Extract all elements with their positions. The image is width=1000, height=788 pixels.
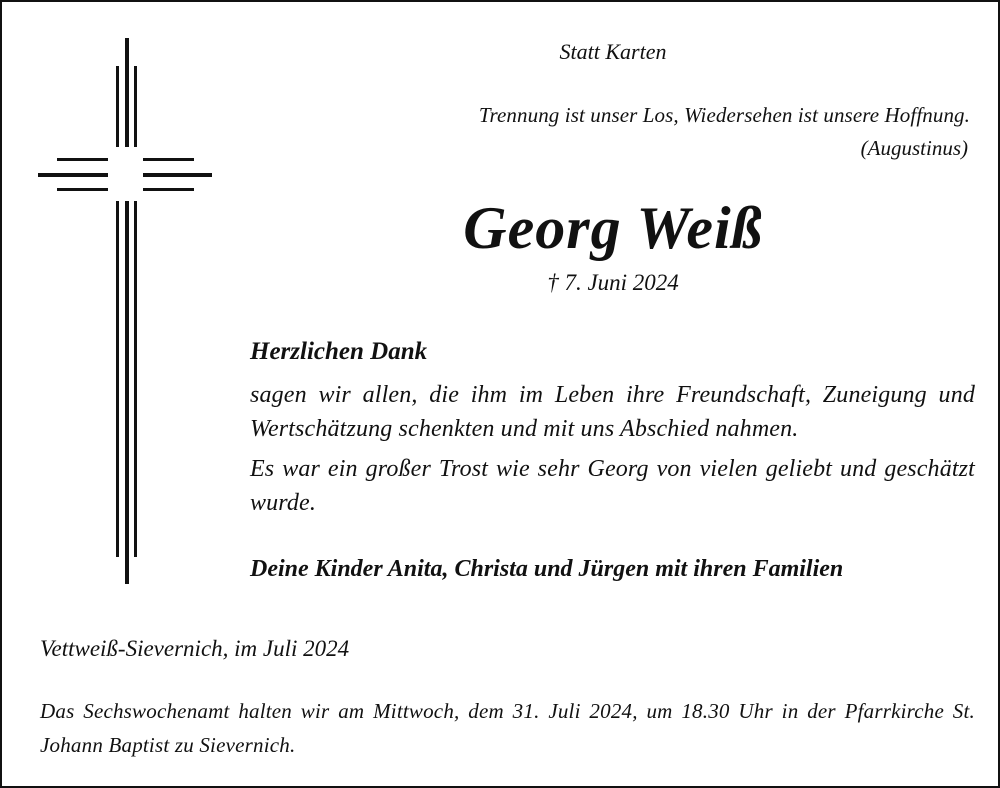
thanks-heading: Herzlichen Dank [250,338,428,365]
quote-source: (Augustinus) [860,136,968,160]
thanks-paragraph-2: Es war ein großer Trost wie sehr Georg von vielen geliebt und geschätzt wurde. [250,456,975,516]
death-date: † 7. Juni 2024 [547,270,679,295]
statt-karten-label: Statt Karten [559,39,667,64]
thanks-paragraph-1: sagen wir allen, die ihm im Leben ihre Freundschaft, Zuneigung und Wertschätzung schenkten und mit uns Abschied nahmen. [250,382,975,442]
cross-icon [38,38,218,588]
deceased-name: Georg Weiß [463,195,763,261]
family-signature: Deine Kinder Anita, Christa und Jürgen mit ihren Familien [250,556,844,582]
place-date: Vettweiß-Sievernich, im Juli 2024 [40,636,350,661]
augustinus-quote: Trennung ist unser Los, Wiedersehen ist unsere Hoffnung. [478,103,970,127]
service-info: Das Sechswochenamt halten wir am Mittwoch, dem 31. Juli 2024, um 18.30 Uhr in der Pfarrkirche St. Johann Baptist zu Sievernich. [40,699,975,757]
